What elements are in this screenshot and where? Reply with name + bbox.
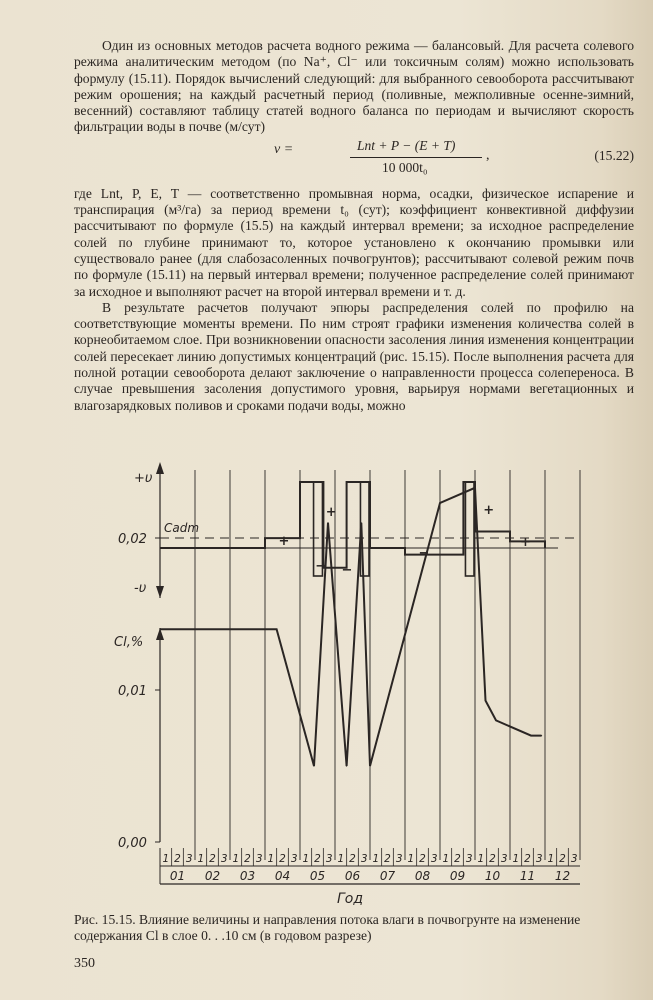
year-label: 12 [554, 869, 571, 883]
v-plus-label: +υ [134, 471, 153, 486]
subcell-label: 3 [570, 853, 578, 865]
subcell-label: 1 [337, 853, 345, 865]
paragraph-3: В результате расчетов получают эпюры распределения солей по профилю на соответствующие моменты времени. По ним строят графики изменения количества солей в корнеобитаемом слое. При возникновении опасности засоления линия изменения концентрации солей пересекает линию допустимых концентраций (рис. 15.15). После выполнения расчета для полной ротации севооборота делают заключение о направленности процесса солепереноса. В случае превышения засоления допустимого уровня, варьируя нормами вегетационных и влагозарядковых поливов и сроками подачи воды, можно [74, 299, 634, 413]
cl-tick-label: 0,01 [118, 684, 147, 699]
subcell-label: 1 [372, 853, 380, 865]
subcell-label: 3 [430, 853, 438, 865]
subcell-label: 2 [244, 853, 251, 865]
flow-sign: + [483, 503, 495, 518]
subcell-label: 2 [559, 853, 566, 865]
v-minus-label: -υ [134, 581, 147, 596]
subcell-label: 2 [489, 853, 496, 865]
subcell-label: 2 [349, 853, 356, 865]
cadm-label: Cadm [164, 521, 200, 535]
flow-sign: + [520, 535, 531, 550]
formula-number: (15.22) [594, 147, 634, 163]
subcell-label: 3 [220, 853, 228, 865]
subcell-label: 1 [547, 853, 555, 865]
subcell-label: 3 [290, 853, 298, 865]
subcell-label: 2 [209, 853, 216, 865]
page-number: 350 [74, 956, 95, 971]
subcell-label: 2 [454, 853, 461, 865]
subcell-label: 3 [255, 853, 263, 865]
flow-direction-chart [134, 462, 580, 860]
subcell-label: 1 [197, 853, 205, 865]
year-label: 10 [484, 869, 501, 883]
subcell-label: 1 [477, 853, 485, 865]
flow-sign: − [315, 559, 327, 574]
year-label: 03 [239, 869, 256, 883]
subcell-label: 1 [302, 853, 310, 865]
subcell-label: 3 [500, 853, 508, 865]
year-label: 07 [379, 869, 396, 883]
formula-numerator: Lnt + P − (E + T) [357, 137, 456, 153]
flow-sign: − [341, 563, 353, 578]
x-axis-title: Год [336, 891, 364, 907]
subcell-label: 2 [314, 853, 321, 865]
subcell-label: 1 [162, 853, 170, 865]
year-label: 04 [274, 869, 291, 883]
subcell-label: 3 [325, 853, 333, 865]
v-axis-arrow-up [156, 462, 164, 474]
subcell-label: 2 [174, 853, 181, 865]
year-label: 02 [204, 869, 221, 883]
cl-series-line [160, 488, 542, 766]
subcell-label: 1 [407, 853, 415, 865]
subcell-label: 1 [512, 853, 520, 865]
year-label: 08 [414, 869, 431, 883]
year-label: 01 [169, 869, 186, 883]
year-label: 11 [519, 869, 536, 883]
subcell-label: 2 [524, 853, 531, 865]
flow-sign: + [278, 534, 290, 549]
paragraph-1: Один из основных методов расчета водного режима — балансовый. Для расчета солевого режима аналитическим методом (по Na⁺, Cl⁻ или токсичным солям) можно использовать формулу (15.11). Порядок вычислений следующий: для выбранного севооборота рассчитывают режим орошения; на каждый расчетный период (поливные, межполивные осенне-зимний, весенний) составляют таблицу статей водного баланса по периодам и вычисляют скорость фильтрации воды в почве (м/сут) [74, 38, 634, 135]
cl-tick-label: 0,02 [118, 532, 147, 547]
subcell-label: 3 [465, 853, 473, 865]
flow-sign: + [325, 505, 337, 520]
subcell-label: 2 [384, 853, 391, 865]
v-axis-arrow-down [156, 586, 164, 598]
subcell-label: 1 [232, 853, 240, 865]
year-label: 05 [309, 869, 326, 883]
cl-tick-label: 0,00 [118, 836, 147, 851]
formula-denominator: 10 000t₀ [382, 159, 428, 175]
subcell-label: 3 [360, 853, 368, 865]
subcell-label: 3 [395, 853, 403, 865]
subcell-label: 2 [279, 853, 286, 865]
subcell-label: 3 [185, 853, 193, 865]
subcell-label: 3 [535, 853, 543, 865]
subcell-label: 1 [267, 853, 275, 865]
cl-axis-label: Cl,% [114, 635, 144, 650]
subcell-label: 1 [442, 853, 450, 865]
subcell-label: 2 [419, 853, 426, 865]
year-label: 09 [449, 869, 466, 883]
paragraph-2: где Lnt, P, E, T — соответственно промывная норма, осадки, физическое испарение и транспирация (м³/га) за период времени t₀ (сут); коэффициент конвективной диффузии рассчитывают по формуле (15.5) на каждый интервал времени; за исходное распределение солей по глубине принимают то, которое установлено к окончанию промывки или существовало ранее (для слабозасоленных почвогрунтов); рассчитывают солевой режим почв по формуле (15.11) на первый интервал времени; полученное распределение солей принимают за исходное и выполняют расчет на второй интервал времени и т. д. [74, 185, 634, 299]
flow-sign: − [418, 546, 430, 561]
year-label: 06 [344, 869, 361, 883]
v-series-line [160, 482, 545, 568]
figure-caption: Рис. 15.15. Влияние величины и направления потока влаги в почвогрунте на изменение содержания Cl в слое 0. . .10 см (в годовом разрезе) [74, 912, 581, 943]
v-pulse-bar [465, 482, 474, 576]
formula-tail: , [486, 147, 490, 163]
formula-lhs: v = [274, 141, 294, 157]
